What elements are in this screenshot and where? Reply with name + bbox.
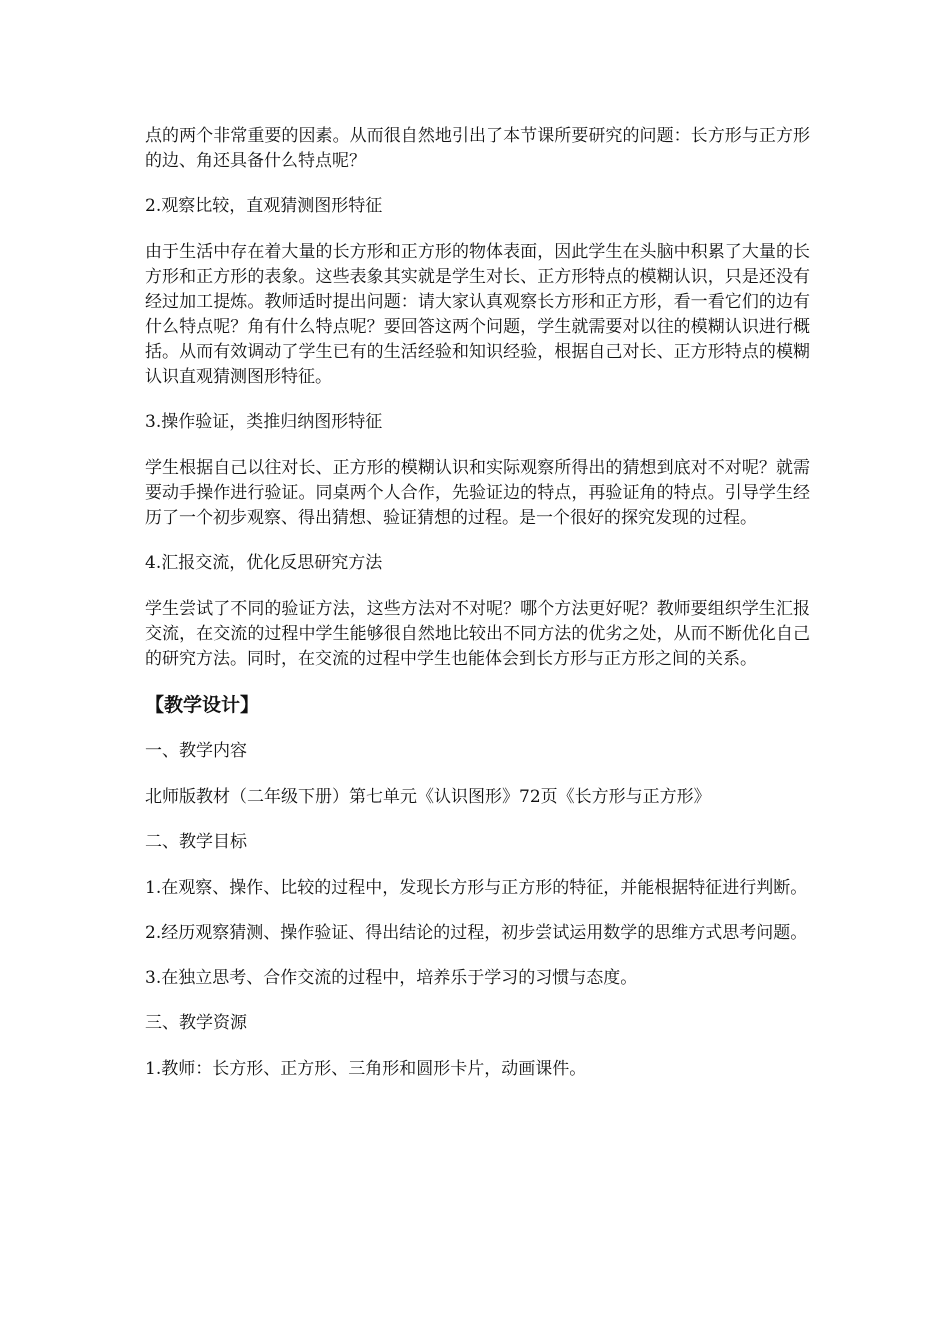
paragraph-goal-2: 2.经历观察猜测、操作验证、得出结论的过程，初步尝试运用数学的思维方式思考问题。 xyxy=(145,923,808,943)
paragraph-goal-1: 1.在观察、操作、比较的过程中，发现长方形与正方形的特征，并能根据特征进行判断。 xyxy=(145,878,808,898)
heading-teaching-resources: 三、教学资源 xyxy=(145,1013,247,1033)
paragraph-goal-3: 3.在独立思考、合作交流的过程中，培养乐于学习的习惯与态度。 xyxy=(145,968,638,988)
paragraph-operate-verify: 学生根据自己以往对长、正方形的模糊认识和实际观察所得出的猜想到底对不对呢？就需要动手操作进行验证。同桌两个人合作，先验证边的特点，再验证角的特点。引导学生经历了一个初步观察、得出猜想、验证猜想的过程。是一个很好的探究发现的过程。 xyxy=(145,458,810,528)
heading-report-exchange: 4.汇报交流，优化反思研究方法 xyxy=(145,553,383,573)
paragraph-teaching-content: 北师版教材（二年级下册）第七单元《认识图形》72页《长方形与正方形》 xyxy=(145,787,711,807)
heading-observe-compare: 2.观察比较，直观猜测图形特征 xyxy=(145,196,383,216)
paragraph-resource-1: 1.教师：长方形、正方形、三角形和圆形卡片，动画课件。 xyxy=(145,1059,587,1079)
paragraph-report-exchange: 学生尝试了不同的验证方法，这些方法对不对呢？哪个方法更好呢？教师要组织学生汇报交流，在交流的过程中学生能够很自然地比较出不同方法的优劣之处，从而不断优化自己的研究方法。同时，在交流的过程中学生也能体会到长方形与正方形之间的关系。 xyxy=(145,599,810,669)
heading-teaching-content: 一、教学内容 xyxy=(145,741,247,761)
heading-operate-verify: 3.操作验证，类推归纳图形特征 xyxy=(145,412,383,432)
paragraph-intro-continued: 点的两个非常重要的因素。从而很自然地引出了本节课所要研究的问题：长方形与正方形的边、角还具备什么特点呢？ xyxy=(145,126,810,171)
heading-teaching-goals: 二、教学目标 xyxy=(145,832,247,852)
paragraph-observe-compare: 由于生活中存在着大量的长方形和正方形的物体表面，因此学生在头脑中积累了大量的长方形和正方形的表象。这些表象其实就是学生对长、正方形特点的模糊认识，只是还没有经过加工提炼。教师适时提出问题：请大家认真观察长方形和正方形，看一看它们的边有什么特点呢？角有什么特点呢？要回答这两个问题，学生就需要对以往的模糊认识进行概括。从而有效调动了学生已有的生活经验和知识经验，根据自己对长、正方形特点的模糊认识直观猜测图形特征。 xyxy=(145,242,810,387)
section-title-teaching-design: 【教学设计】 xyxy=(145,694,260,716)
